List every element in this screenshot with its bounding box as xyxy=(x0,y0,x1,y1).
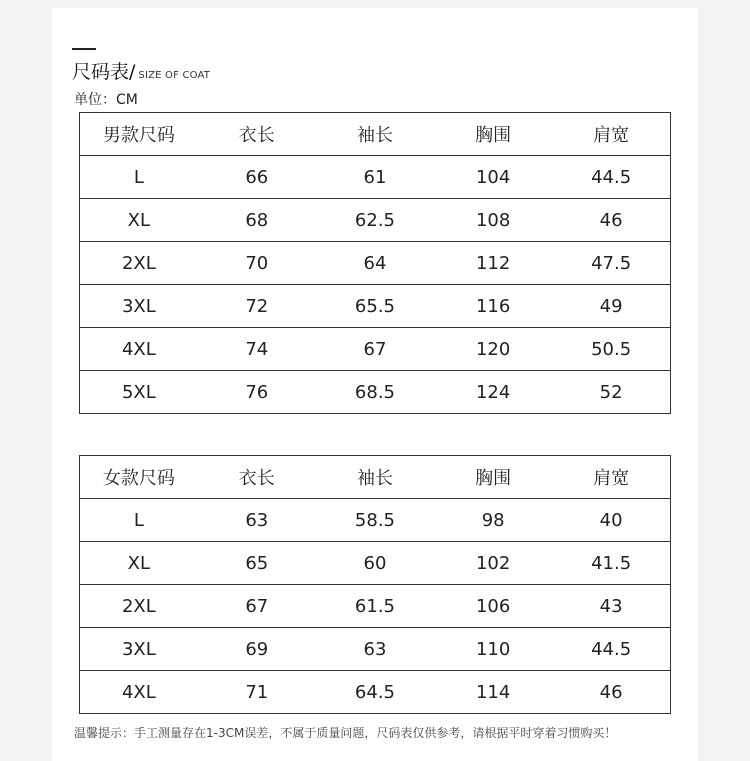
title-main: 尺码表/ xyxy=(72,61,136,83)
men-cell: L xyxy=(80,156,198,199)
women-cell: 102 xyxy=(434,542,552,585)
women-cell: 69 xyxy=(198,628,316,671)
table-row xyxy=(80,542,671,585)
women-cell: 58.5 xyxy=(316,499,434,542)
women-cell: 110 xyxy=(434,628,552,671)
title-accent-line xyxy=(72,48,96,50)
men-cell: 72 xyxy=(198,285,316,328)
men-cell: 68.5 xyxy=(316,371,434,414)
men-size-table-body xyxy=(80,113,671,414)
men-cell: 65.5 xyxy=(316,285,434,328)
women-header-cell: 肩宽 xyxy=(552,456,670,499)
men-size-table xyxy=(79,112,671,414)
men-header-cell: 肩宽 xyxy=(552,113,670,156)
women-cell: 40 xyxy=(552,499,670,542)
title-subtitle: SIZE OF COAT xyxy=(138,70,211,81)
men-header-cell: 衣长 xyxy=(198,113,316,156)
women-cell: 60 xyxy=(316,542,434,585)
women-size-table-body xyxy=(80,456,671,714)
men-cell: 61 xyxy=(316,156,434,199)
men-cell: 112 xyxy=(434,242,552,285)
women-cell: XL xyxy=(80,542,198,585)
table-row xyxy=(80,328,671,371)
women-cell: 67 xyxy=(198,585,316,628)
table-row xyxy=(80,156,671,199)
table-row xyxy=(80,628,671,671)
women-cell: 63 xyxy=(316,628,434,671)
table-row xyxy=(80,499,671,542)
men-cell: 66 xyxy=(198,156,316,199)
women-cell: 43 xyxy=(552,585,670,628)
men-cell: 120 xyxy=(434,328,552,371)
women-cell: 64.5 xyxy=(316,671,434,714)
men-header-cell: 男款尺码 xyxy=(80,113,198,156)
men-cell: 52 xyxy=(552,371,670,414)
women-header-cell: 女款尺码 xyxy=(80,456,198,499)
women-size-table xyxy=(79,455,671,714)
men-cell: 74 xyxy=(198,328,316,371)
men-cell: XL xyxy=(80,199,198,242)
women-cell: 2XL xyxy=(80,585,198,628)
women-cell: 44.5 xyxy=(552,628,670,671)
women-header-row xyxy=(80,456,671,499)
men-cell: 68 xyxy=(198,199,316,242)
men-cell: 124 xyxy=(434,371,552,414)
men-cell: 104 xyxy=(434,156,552,199)
women-cell: 71 xyxy=(198,671,316,714)
men-cell: 44.5 xyxy=(552,156,670,199)
women-header-cell: 袖长 xyxy=(316,456,434,499)
men-cell: 76 xyxy=(198,371,316,414)
women-cell: 3XL xyxy=(80,628,198,671)
men-cell: 49 xyxy=(552,285,670,328)
women-cell: L xyxy=(80,499,198,542)
table-row xyxy=(80,585,671,628)
men-cell: 108 xyxy=(434,199,552,242)
men-cell: 62.5 xyxy=(316,199,434,242)
unit-label: 单位：CM xyxy=(74,92,138,108)
women-cell: 4XL xyxy=(80,671,198,714)
footer-note: 温馨提示：手工测量存在1-3CM误差，不属于质量问题，尺码表仅供参考，请根据平时穿着习惯购买！ xyxy=(74,726,617,740)
page-title xyxy=(72,57,210,84)
women-cell: 98 xyxy=(434,499,552,542)
table-row xyxy=(80,199,671,242)
men-cell: 47.5 xyxy=(552,242,670,285)
men-cell: 3XL xyxy=(80,285,198,328)
table-row xyxy=(80,371,671,414)
men-cell: 46 xyxy=(552,199,670,242)
men-cell: 70 xyxy=(198,242,316,285)
table-row xyxy=(80,285,671,328)
women-cell: 114 xyxy=(434,671,552,714)
women-cell: 41.5 xyxy=(552,542,670,585)
men-header-row xyxy=(80,113,671,156)
women-cell: 106 xyxy=(434,585,552,628)
men-cell: 64 xyxy=(316,242,434,285)
men-header-cell: 袖长 xyxy=(316,113,434,156)
women-cell: 65 xyxy=(198,542,316,585)
men-cell: 2XL xyxy=(80,242,198,285)
men-cell: 67 xyxy=(316,328,434,371)
women-cell: 63 xyxy=(198,499,316,542)
men-cell: 5XL xyxy=(80,371,198,414)
men-header-cell: 胸围 xyxy=(434,113,552,156)
men-cell: 116 xyxy=(434,285,552,328)
women-cell: 61.5 xyxy=(316,585,434,628)
women-header-cell: 胸围 xyxy=(434,456,552,499)
table-row xyxy=(80,671,671,714)
women-cell: 46 xyxy=(552,671,670,714)
men-cell: 50.5 xyxy=(552,328,670,371)
men-cell: 4XL xyxy=(80,328,198,371)
table-row xyxy=(80,242,671,285)
women-header-cell: 衣长 xyxy=(198,456,316,499)
